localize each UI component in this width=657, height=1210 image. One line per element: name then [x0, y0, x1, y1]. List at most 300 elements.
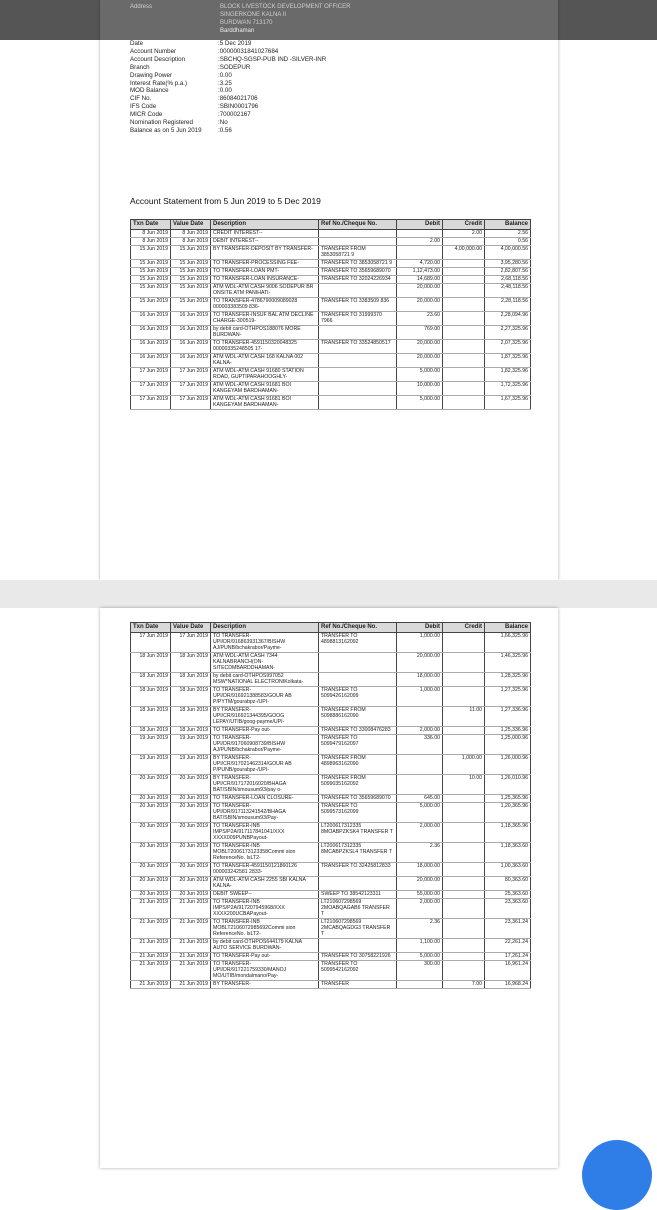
table-row — [131, 311, 531, 325]
table-cell: 21 Jun 2019 — [171, 918, 211, 938]
column-header: Balance — [485, 220, 531, 230]
account-info-label: MICR Code — [130, 111, 163, 119]
table-cell: 20 Jun 2019 — [171, 876, 211, 890]
table-cell — [319, 237, 397, 245]
column-header: Debit — [397, 220, 443, 230]
table-cell: TO TRANSFER-Pay out- — [211, 952, 319, 960]
account-info-row — [130, 95, 326, 103]
table-cell: 20 Jun 2019 — [171, 822, 211, 842]
table-cell: 20 Jun 2019 — [131, 876, 171, 890]
table-cell: 23,361.24 — [485, 918, 531, 938]
table-cell: 4,00,000.00 — [443, 245, 485, 259]
table-cell: 20 Jun 2019 — [131, 842, 171, 862]
table-row — [131, 353, 531, 367]
table-cell: 19 Jun 2019 — [131, 754, 171, 774]
account-info-label: Nomination Registered — [130, 119, 193, 127]
table-cell — [443, 842, 485, 862]
table-cell: 19 Jun 2019 — [171, 754, 211, 774]
table-cell: 3,95,280.56 — [485, 259, 531, 267]
account-info-row — [130, 127, 326, 135]
table-cell: 300.00 — [397, 960, 443, 980]
table-cell: BY TRANSFER- — [211, 980, 319, 988]
table-cell: TRANSFER TO 5099542162092 — [319, 960, 397, 980]
table-cell: 1,00,363.60 — [485, 862, 531, 876]
table-row — [131, 726, 531, 734]
table-cell: 5,000.00 — [397, 367, 443, 381]
table-cell: 14,689.00 — [397, 275, 443, 283]
table-cell: ATM WDL-ATM CASH 2255 SBI KALNA KALNA- — [211, 876, 319, 890]
column-header: Description — [211, 623, 319, 633]
account-info-row — [130, 48, 326, 56]
table-cell: 18 Jun 2019 — [171, 672, 211, 686]
table-cell — [443, 686, 485, 706]
table-cell: 21 Jun 2019 — [131, 918, 171, 938]
table-cell: TO TRANSFER-4591150320048325 00000335248505 17- — [211, 339, 319, 353]
table-cell: 2.00 — [397, 237, 443, 245]
table-cell: BY TRANSFER-UPI/CR/917172016020/BHAGA BAT/SBIN/smousum93/pay o- — [211, 774, 319, 794]
table-row — [131, 842, 531, 862]
table-row — [131, 245, 531, 259]
table-cell: 15 Jun 2019 — [131, 245, 171, 259]
table-cell: 16 Jun 2019 — [171, 325, 211, 339]
account-info-value: :SBCHQ-SGSP-PUB IND -SILVER-INR — [218, 55, 327, 63]
table-row — [131, 381, 531, 395]
account-info-row — [130, 87, 326, 95]
table-cell: 2,82,807.56 — [485, 267, 531, 275]
table-cell: TO TRANSFER-INB MOBLT2006173123358Commi sion ReferenceNo. IsLT2- — [211, 842, 319, 862]
table-cell: 20,000.00 — [397, 297, 443, 311]
table-cell — [443, 960, 485, 980]
table-cell: 23,363.60 — [485, 898, 531, 918]
table-cell: 7.00 — [443, 980, 485, 988]
table-row — [131, 283, 531, 297]
table-cell: BY TRANSFER-DEPOSIT BY TRANSFER- — [211, 245, 319, 259]
table-cell: ATM WDL-ATM CASH 91680 STATION ROAD, GUPTIPARAHOOGHLY- — [211, 367, 319, 381]
table-cell — [319, 229, 397, 237]
table-cell — [443, 395, 485, 409]
table-cell — [319, 876, 397, 890]
table-cell: 1,18,363.60 — [485, 842, 531, 862]
table-cell: 2,000.00 — [397, 822, 443, 842]
table-cell: 1,12,473.00 — [397, 267, 443, 275]
table-cell — [443, 890, 485, 898]
table-cell: 4,720.00 — [397, 259, 443, 267]
table-cell — [443, 822, 485, 842]
table-cell: 22,261.24 — [485, 938, 531, 952]
table-cell: 15 Jun 2019 — [171, 259, 211, 267]
table-cell — [443, 267, 485, 275]
table-cell: 15 Jun 2019 — [131, 275, 171, 283]
table-cell: TRANSFER TO 32024226934 — [319, 275, 397, 283]
table-cell: 1,27,325.96 — [485, 686, 531, 706]
table-cell — [319, 325, 397, 339]
account-info-row — [130, 119, 326, 127]
account-info-label: Account Number — [130, 47, 177, 55]
table-cell: 17 Jun 2019 — [131, 367, 171, 381]
table-cell: TO TRANSFER-LOAN PMT- — [211, 267, 319, 275]
table-cell: TO TRANSFER-UPI/DR/916863931367/BISHW AJ/PUNB/bchakrabor/Payme- — [211, 632, 319, 652]
table-cell: 18 Jun 2019 — [171, 686, 211, 706]
table-cell: 8 Jun 2019 — [171, 229, 211, 237]
table-row — [131, 918, 531, 938]
table-cell: TRANSFER TO 31999370 7966 — [319, 311, 397, 325]
table-cell: 23.60 — [397, 311, 443, 325]
table-cell: TRANSFER TO 3383509 836 — [319, 297, 397, 311]
table-cell: 21 Jun 2019 — [131, 960, 171, 980]
table-cell — [443, 283, 485, 297]
table-cell: 17 Jun 2019 — [171, 632, 211, 652]
table-cell: TRANSFER TO 4898813162092 — [319, 632, 397, 652]
table-cell — [443, 259, 485, 267]
table-cell: 15 Jun 2019 — [171, 267, 211, 275]
table-cell: TRANSFER TO 33524850517 — [319, 339, 397, 353]
table-cell: 1,82,325.96 — [485, 367, 531, 381]
table-cell: TO TRANSFER-4591150121860126 000003242581 2833- — [211, 862, 319, 876]
table-cell: 15 Jun 2019 — [131, 267, 171, 275]
table-cell: TO TRANSFER-LOAN CLOSURE- — [211, 794, 319, 802]
table-cell — [443, 918, 485, 938]
table-cell: 1,100.00 — [397, 938, 443, 952]
table-cell: TRANSFER FROM 5099035162092 — [319, 774, 397, 794]
table-cell — [443, 275, 485, 283]
table-cell: DEBIT INTEREST-- — [211, 237, 319, 245]
table-cell: 2,28,094.96 — [485, 311, 531, 325]
table-cell: 1,46,325.96 — [485, 652, 531, 672]
table-cell: 1,26,000.96 — [485, 754, 531, 774]
table-cell: 5,000.00 — [397, 802, 443, 822]
table-cell: 21 Jun 2019 — [171, 980, 211, 988]
column-header: Description — [211, 220, 319, 230]
table-cell: 2,27,325.96 — [485, 325, 531, 339]
table-cell: 16 Jun 2019 — [171, 311, 211, 325]
table-cell: 1,000.00 — [397, 686, 443, 706]
account-info-value: :0.00 — [218, 71, 232, 79]
account-info-label: Interest Rate(% p.a.) — [130, 79, 188, 87]
account-info-label: Date — [130, 40, 144, 47]
table-cell: 21 Jun 2019 — [131, 898, 171, 918]
table-cell: ATM WDL-ATM CASH 168 KALNA 002 KALNA- — [211, 353, 319, 367]
table-cell: 2,68,118.56 — [485, 275, 531, 283]
table-cell — [443, 734, 485, 754]
table-cell: TRANSFER TO 5099573162099 — [319, 802, 397, 822]
table-cell — [443, 726, 485, 734]
account-info-value: :SBIN0001796 — [218, 103, 259, 111]
account-info-value: :No — [218, 119, 228, 127]
table-cell: 20,000.00 — [397, 353, 443, 367]
table-cell: 18 Jun 2019 — [171, 726, 211, 734]
column-header: Credit — [443, 220, 485, 230]
table-cell — [443, 862, 485, 876]
table-cell: TRANSFER TO 5099479162097 — [319, 734, 397, 754]
table-cell: 20 Jun 2019 — [131, 862, 171, 876]
table-row — [131, 898, 531, 918]
table-cell: 1,000.00 — [443, 754, 485, 774]
table-cell: TO TRANSFER-UPI/DR/916921388583/GOUR AB P/PYTM/gourabpz-/UPI- — [211, 686, 319, 706]
table-row — [131, 339, 531, 353]
table-row — [131, 325, 531, 339]
table-cell: BY TRANSFER-UPI/CR/916921344395/GOOG LEPAY/UTIB/goog-payme/UPI- — [211, 706, 319, 726]
account-info-row — [130, 111, 326, 119]
table-row — [131, 367, 531, 381]
table-cell — [397, 774, 443, 794]
table-cell: LT200617312335 8MCABPZKSL4 TRANSFER T — [319, 842, 397, 862]
statement-page-1 — [100, 0, 558, 580]
table-cell: TO TRANSFER-INB MOBLT2106072985692Commi sion ReferenceNo. IsLT2- — [211, 918, 319, 938]
table-cell: 8 Jun 2019 — [131, 237, 171, 245]
table-row — [131, 754, 531, 774]
table-row — [131, 822, 531, 842]
table-cell: 55,000.00 — [397, 890, 443, 898]
table-cell: 16 Jun 2019 — [131, 353, 171, 367]
table-cell: 1,87,325.96 — [485, 353, 531, 367]
table-cell: 15 Jun 2019 — [131, 297, 171, 311]
table-cell: 16 Jun 2019 — [131, 311, 171, 325]
table-cell: 20 Jun 2019 — [171, 890, 211, 898]
table-cell: 15 Jun 2019 — [131, 283, 171, 297]
table-cell: TO TRANSFER-UPI/DR/917221759330/MANOJ MO/UTIB/mondalmano/Pay- — [211, 960, 319, 980]
table-row — [131, 297, 531, 311]
table-cell: TO TRANSFER-UPI/DR/917113241542/BHAGA BAT/SBIN/smousum93/Pay- — [211, 802, 319, 822]
account-info-row — [130, 56, 326, 64]
table-cell: 20 Jun 2019 — [171, 862, 211, 876]
table-cell: 20 Jun 2019 — [131, 890, 171, 898]
table-cell: 2,000.00 — [397, 726, 443, 734]
table-cell: 16 Jun 2019 — [171, 353, 211, 367]
table-cell: 4,00,000.56 — [485, 245, 531, 259]
table-row — [131, 794, 531, 802]
account-info-label: MOD Balance — [130, 87, 169, 95]
table-cell: 16 Jun 2019 — [131, 325, 171, 339]
account-info-row — [130, 64, 326, 72]
table-cell: 17 Jun 2019 — [171, 395, 211, 409]
table-cell: 336.00 — [397, 734, 443, 754]
column-header: Value Date — [171, 623, 211, 633]
statement-title: Account Statement from 5 Jun 2019 to 5 Dec 2019 — [130, 196, 321, 206]
table-cell: TRANSFER FROM 5098886162090 — [319, 706, 397, 726]
table-cell: 17,261.24 — [485, 952, 531, 960]
table-cell: ATM WDL-ATM CASH 9006 SODEPUR BR ONSITE ATM PANIHATI- — [211, 283, 319, 297]
account-info-value: :3.25 — [218, 79, 232, 87]
table-cell: 20 Jun 2019 — [131, 794, 171, 802]
table-cell — [443, 311, 485, 325]
table-cell: TRANSFER TO 32425812833 — [319, 862, 397, 876]
table-cell — [319, 652, 397, 672]
table-header-row — [131, 623, 531, 633]
table-cell: 18,000.00 — [397, 672, 443, 686]
transactions-table-page-2 — [130, 622, 531, 989]
table-cell — [443, 952, 485, 960]
table-cell — [319, 283, 397, 297]
table-cell — [443, 381, 485, 395]
account-info-value: :00000031841027684 — [218, 47, 279, 55]
table-cell — [319, 367, 397, 381]
table-cell: 2.36 — [397, 918, 443, 938]
table-cell: 18,000.00 — [397, 862, 443, 876]
table-cell: 2.36 — [397, 842, 443, 862]
table-row — [131, 980, 531, 988]
table-cell: 15 Jun 2019 — [131, 259, 171, 267]
account-info-value: :SODEPUR — [218, 63, 251, 71]
account-info-label: Drawing Power — [130, 71, 172, 79]
table-row — [131, 938, 531, 952]
table-cell: 5,000.00 — [397, 395, 443, 409]
table-cell — [443, 367, 485, 381]
table-cell — [319, 381, 397, 395]
table-row — [131, 672, 531, 686]
table-cell — [443, 297, 485, 311]
table-cell: 19 Jun 2019 — [171, 734, 211, 754]
table-cell: 18 Jun 2019 — [131, 652, 171, 672]
table-cell: 25,363.60 — [485, 890, 531, 898]
table-cell: 21 Jun 2019 — [171, 898, 211, 918]
table-cell: 2,07,325.96 — [485, 339, 531, 353]
account-info-value: :0.56 — [218, 126, 232, 134]
table-cell: 18 Jun 2019 — [171, 706, 211, 726]
table-cell — [443, 632, 485, 652]
table-cell — [443, 802, 485, 822]
table-row — [131, 632, 531, 652]
table-row — [131, 686, 531, 706]
table-row — [131, 952, 531, 960]
table-cell — [319, 938, 397, 952]
table-cell: 20 Jun 2019 — [171, 794, 211, 802]
account-info-row — [130, 40, 326, 48]
account-info-value: :0.00 — [218, 87, 232, 95]
table-cell: TRANSFER TO 35659689070 — [319, 267, 397, 275]
table-cell: 10.00 — [443, 774, 485, 794]
table-cell — [319, 395, 397, 409]
table-cell: 2,48,118.56 — [485, 283, 531, 297]
table-cell: 1,18,365.96 — [485, 822, 531, 842]
column-header: Ref No./Cheque No. — [319, 623, 397, 633]
table-cell — [443, 794, 485, 802]
table-cell: 18 Jun 2019 — [131, 726, 171, 734]
table-row — [131, 706, 531, 726]
table-cell: 645.00 — [397, 794, 443, 802]
table-cell — [443, 652, 485, 672]
table-row — [131, 259, 531, 267]
table-cell: TRANSFER FROM 4898963162090 — [319, 754, 397, 774]
table-cell: LT210607298569 2MCABQAGDG3 TRANSFER T — [319, 918, 397, 938]
table-row — [131, 734, 531, 754]
table-cell: LT200617312335 8MOABPZKSK4 TRANSFER T — [319, 822, 397, 842]
table-cell: 21 Jun 2019 — [131, 938, 171, 952]
column-header: Balance — [485, 623, 531, 633]
table-cell: 18 Jun 2019 — [171, 652, 211, 672]
table-cell: TO TRANSFER-INB IMPS/P2A/917117841041/XXX XXXX009PUNBPayout- — [211, 822, 319, 842]
table-cell: 1,26,010.96 — [485, 774, 531, 794]
table-cell: 15 Jun 2019 — [171, 245, 211, 259]
address-lines: BLOCK LIVESTOCK DEVELOPMENT OFFICER SINGERKONE KALNA II BURDWAN 713170 Barddhaman — [220, 4, 351, 34]
table-row — [131, 802, 531, 822]
table-cell: 15 Jun 2019 — [171, 283, 211, 297]
account-info — [130, 40, 326, 135]
table-cell: 20 Jun 2019 — [131, 822, 171, 842]
table-cell: 769.00 — [397, 325, 443, 339]
table-cell: 16 Jun 2019 — [171, 339, 211, 353]
floating-action-button[interactable] — [582, 1140, 652, 1210]
account-info-row — [130, 80, 326, 88]
table-cell: 17 Jun 2019 — [171, 367, 211, 381]
table-cell: 1,20,365.96 — [485, 802, 531, 822]
table-cell: 1,000.00 — [397, 632, 443, 652]
table-cell: 15 Jun 2019 — [171, 275, 211, 283]
column-header: Debit — [397, 623, 443, 633]
account-info-row — [130, 103, 326, 111]
table-row — [131, 862, 531, 876]
table-cell: 1,72,325.96 — [485, 381, 531, 395]
table-cell: 17 Jun 2019 — [131, 395, 171, 409]
table-cell: 8 Jun 2019 — [131, 229, 171, 237]
table-row — [131, 275, 531, 283]
account-info-label: CIF No. — [130, 95, 152, 103]
table-row — [131, 652, 531, 672]
account-info-label: Balance as on 5 Jun 2019 — [130, 126, 202, 134]
table-cell — [397, 706, 443, 726]
table-cell: 21 Jun 2019 — [171, 952, 211, 960]
table-cell: CREDIT INTEREST-- — [211, 229, 319, 237]
table-cell: 16,961.24 — [485, 960, 531, 980]
account-info-value: :5 Dec 2019 — [218, 40, 252, 47]
table-cell: 2.56 — [485, 229, 531, 237]
column-header: Credit — [443, 623, 485, 633]
table-cell: TO TRANSFER-INSUF BAL ATM DECLINE CHARGE-300519- — [211, 311, 319, 325]
table-cell: TRANSFER TO 35659689070 — [319, 794, 397, 802]
table-cell: 1,67,325.96 — [485, 395, 531, 409]
account-info-value: :700002167 — [218, 111, 251, 119]
address-header — [100, 0, 558, 40]
table-cell: 18 Jun 2019 — [131, 686, 171, 706]
table-cell: 20,000.00 — [397, 652, 443, 672]
table-cell: TRANSFER TO 3853058721 9 — [319, 259, 397, 267]
table-cell — [319, 672, 397, 686]
table-cell: 20 Jun 2019 — [171, 842, 211, 862]
table-cell: TRANSFER TO 30758221926 — [319, 952, 397, 960]
account-info-row — [130, 72, 326, 80]
table-cell: TRANSFER TO 33008476283 — [319, 726, 397, 734]
table-cell: TO TRANSFER-UPI/DR/917060908739/BISHW AJ/PUNB/bchakrabor/Payme- — [211, 734, 319, 754]
table-cell: ATM WDL-ATM CASH 91681 BOI KANGEYAM BARDHAMAN- — [211, 395, 319, 409]
table-cell — [397, 229, 443, 237]
table-cell: DEBIT SWEEP-- — [211, 890, 319, 898]
table-cell: 17 Jun 2019 — [131, 381, 171, 395]
table-cell: 2,000.00 — [397, 898, 443, 918]
table-cell — [397, 754, 443, 774]
address-label: Address — [130, 4, 153, 10]
table-cell — [443, 876, 485, 890]
table-cell: 10,000.00 — [397, 381, 443, 395]
table-cell: ATM WDL-ATM CASH 7344 KALNABRANCH(ON-SITECDMBARDDHAMAN- — [211, 652, 319, 672]
table-cell: 2,28,118.56 — [485, 297, 531, 311]
account-info-label: Account Description — [130, 55, 186, 63]
transactions-table-page-1 — [130, 219, 531, 410]
column-header: Value Date — [171, 220, 211, 230]
table-cell: 1,66,325.96 — [485, 632, 531, 652]
table-cell: ATM WDL-ATM CASH 91681 BOI KANGEYAM BARDHAMAN- — [211, 381, 319, 395]
table-cell: 1,25,365.96 — [485, 794, 531, 802]
table-row — [131, 774, 531, 794]
table-row — [131, 395, 531, 409]
table-cell: 18 Jun 2019 — [131, 706, 171, 726]
statement-page-2 — [100, 608, 558, 1168]
table-cell: 21 Jun 2019 — [171, 938, 211, 952]
table-cell: TO TRANSFER-LOAN INSURANCE- — [211, 275, 319, 283]
table-cell: TRANSFER — [319, 980, 397, 988]
table-cell: 20 Jun 2019 — [131, 774, 171, 794]
table-cell: 15 Jun 2019 — [171, 297, 211, 311]
table-cell: TO TRANSFER-4786790009089028 000003383509 836- — [211, 297, 319, 311]
table-cell: 20 Jun 2019 — [171, 774, 211, 794]
